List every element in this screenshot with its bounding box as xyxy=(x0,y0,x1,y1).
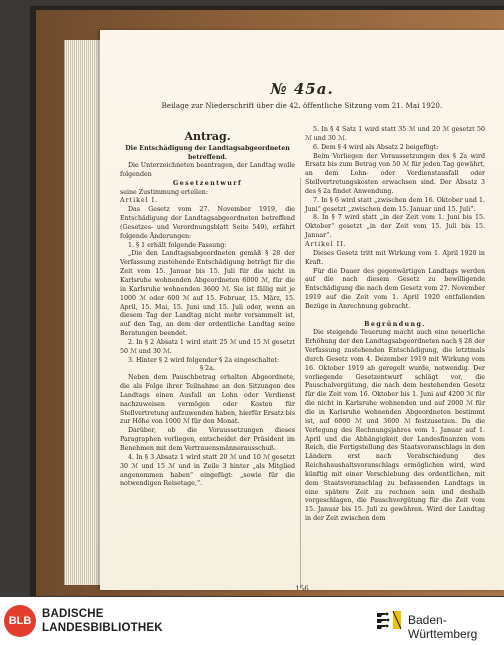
state-name[interactable]: Baden-Württemberg xyxy=(408,613,478,641)
section-heading: Begründung. xyxy=(364,320,426,328)
institution-name[interactable] xyxy=(42,607,163,635)
document-number: № 45a. xyxy=(270,80,334,98)
paragraph: 7. In § 6 wird statt „zwischen dem 16. Oktober und 1. Juni“ gesetzt „zwischen dem 15. Januar und 15. Juli“. xyxy=(305,196,485,213)
paragraph: Beim Vorliegen der Voraussetzungen des § 2a wird Ersatz bis zum Betrag von 50 ℳ für jeden Tag gewährt, an dem Lohn- oder Verdienstausfall oder Stellvertretungskosten erwachsen sind. Der Absatz 3 des § 2a findet Anwendung. xyxy=(305,152,485,195)
paragraph: „Die den Landtagsabgeordneten gemäß § 28 der Verfassung zustehende Entschädigung beträgt für die Zeit vom 15. Januar bis 15. Juli für die nicht in Karlsruhe wohnenden Abgeordneten 6000 ℳ, für die in Karlsruhe wohnenden 3600 ℳ. Sie ist fällig mit je 1000 ℳ oder 600 ℳ auf 15. Februar, 15. März, 15. April, 15. Mai, 15. Juni und 15. Juli oder, wenn an diesem Tag der Landtag nicht mehr versammelt ist, auf den Tag, an dem der ordentliche Landtag seine Beratungen beendet. xyxy=(120,250,295,338)
paragraph: seine Zustimmung erteilen: xyxy=(120,188,208,196)
paragraph: Darüber, ob die Voraussetzungen dieses Paragraphen vorliegen, entscheidet der Präsident im Benehmen mit dem Vertrauensmännerausschuß. xyxy=(120,427,295,452)
paragraph: 6. Dem § 4 wird als Absatz 2 beigefügt: xyxy=(313,143,439,151)
scanned-page xyxy=(100,30,504,590)
paragraph: Die Unterzeichneten beantragen, der Landtag wolle folgenden xyxy=(120,162,295,178)
right-column xyxy=(305,126,485,524)
blb-logo-icon[interactable]: BLB xyxy=(4,605,36,637)
paragraph: 5. In § 4 Satz 1 wird statt 35 ℳ und 20 ℳ gesetzt 50 ℳ und 30 ℳ. xyxy=(305,126,485,142)
article-heading: Artikel II. xyxy=(305,240,347,248)
document-subtitle: Beilage zur Niederschrift über die 42. öffentliche Sitzung vom 21. Mai 1920. xyxy=(161,102,443,110)
left-column xyxy=(120,126,295,489)
section-mark: § 2a. xyxy=(200,365,215,373)
paragraph: 4. In § 3 Absatz 1 wird statt 20 ℳ und 10 ℳ gesetzt 30 ℳ und 15 ℳ und in Zeile 3 hinter „als Mitglied angenommen haben“ eingefügt: „sowie für die notwendigen Reisetage,“. xyxy=(120,453,295,488)
column-divider xyxy=(300,178,301,588)
footer xyxy=(0,597,504,645)
paragraph: 3. Hinter § 2 wird folgender § 2a eingeschaltet: xyxy=(128,356,280,364)
page-edges xyxy=(64,40,105,585)
article-heading: Artikel I. xyxy=(120,197,159,205)
three-lions-coat-of-arms-icon[interactable] xyxy=(375,609,403,631)
page-number: 156 xyxy=(295,585,309,590)
institution-line-2: LANDESBIBLIOTHEK xyxy=(42,622,163,634)
motion-title: Antrag. xyxy=(184,130,231,143)
section-heading: Gesetzentwurf xyxy=(172,179,243,187)
paragraph: Das Gesetz vom 27. November 1919, die Entschädigung der Landtagsabgeordneten betreffend (Gesetzes- und Verordnungsblatt Seite 549), erfährt folgende Änderungen: xyxy=(120,206,295,240)
paragraph: Für die Dauer des gegenwärtigen Landtags werden auf die nach diesem Gesetz zu bewilligende Entschädigung die nach dem Gesetz vom 27. November 1919 auf die Zeit vom 1. April 1920 entfallenden Bezüge in Anrechnung gebracht. xyxy=(305,267,485,310)
paragraph: Die steigende Teuerung macht auch eine neuerliche Erhöhung der den Landtagsabgeordneten nach § 28 der Verfassung zustehenden Entschädigung, die letztmals durch Gesetz vom 4. Dezember 1919 mit Wirkung vom 16. Oktober 1919 ab geregelt wurde, notwendig. Der vorliegende Gesetzentwurf schlägt vor, die Pauschalvergütung, die nach dem bestehenden Gesetz für die Zeit vom 16. Oktober bis 1. Juni auf 4200 ℳ für die nicht in Karlsruhe wohnenden und auf 2000 ℳ für die in Karlsruhe wohnenden Abgeordneten bestimmt ist, auf 6000 ℳ und 3600 ℳ festzusetzen. Da die Verlegung des Rechnungsjahres vom 1. Januar auf 1. April und die Abhängigkeit der Landesfinanzen vom Reich, die Fertigstellung des Staatsvoranschlags in den Ländern erst nach Verabschiedung des Reichshaushaltsvoranschlags ermöglichen wird, wird künftig mit einer Verschiebung des ordentlichen, mit dem Staatsvoranschlag zu befassenden Landtags in eine spätere Zeit zu rechnen sein und deshalb vorgeschlagen, die Pauschvergütung für die Zeit vom 15. Januar bis 15. Juli zu gewähren. Wird der Landtag in der Zeit zwischen dem xyxy=(305,329,485,523)
paragraph: Dieses Gesetz tritt mit Wirkung vom 1. April 1920 in Kraft. xyxy=(305,249,485,266)
paragraph: 2. In § 2 Absatz 1 wird statt 25 ℳ und 15 ℳ gesetzt 50 ℳ und 30 ℳ. xyxy=(120,338,295,355)
paragraph: Neben dem Pauschbetrag erhalten Abgeordnete, die als Folge ihrer Teilnahme an den Sitzungen des Landtags einen Ausfall an Lohn oder Verdienst nachzuweisen vermögen oder Kosten für Stellvertretung aufzuwenden haben, hierfür Ersatz bis zur Höhe von 1000 ℳ für den Monat. xyxy=(120,374,295,426)
paragraph: 1. § 1 erhält folgende Fassung: xyxy=(128,241,227,249)
paragraph: 8. In § 7 wird statt „in der Zeit vom 1. Juni bis 15. Oktober“ gesetzt „in der Zeit vom 15. Juli bis 15. Januar“. xyxy=(305,214,485,240)
motion-subject: Die Entschädigung der Landtagsabgeordneten betreffend. xyxy=(125,145,290,161)
institution-line-1: BADISCHE xyxy=(42,608,104,620)
